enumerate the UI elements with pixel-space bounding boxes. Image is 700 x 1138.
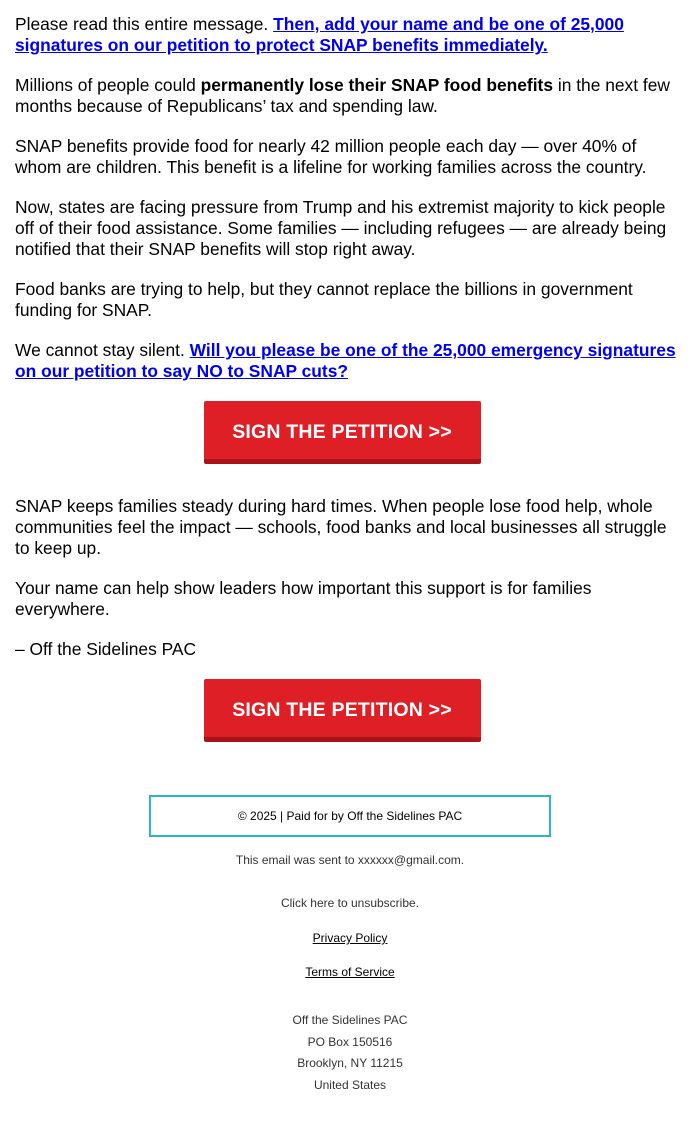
email-body xyxy=(15,14,683,774)
signoff: – Off the Sidelines PAC xyxy=(15,639,197,659)
sign-petition-button-1[interactable]: SIGN THE PETITION >> xyxy=(204,401,481,464)
p2-before: Millions of people could xyxy=(15,75,201,95)
terms-of-service-link[interactable]: Terms of Service xyxy=(305,965,395,979)
paragraph-cannot-stay-silent xyxy=(15,340,683,382)
address-line-1: Off the Sidelines PAC xyxy=(292,1013,408,1027)
terms-row xyxy=(0,965,700,979)
petition-button-wrap-2 xyxy=(15,679,683,742)
paragraph-snap-facts: SNAP benefits provide food for nearly 42 million people each day — over 40% of whom are children. This benefit is a lifeline for working families across the country. xyxy=(15,136,647,177)
mailing-address xyxy=(0,1010,700,1096)
p2-after: in the next few months because of Republicans’ tax and spending law. xyxy=(15,75,670,116)
paragraph-states-pressure: Now, states are facing pressure from Trump and his extremist majority to kick people off of their food assistance. Some families — including refugees — are already being notified that their SNAP benefits will stop right away. xyxy=(15,197,667,259)
address-line-3: Brooklyn, NY 11215 xyxy=(297,1056,403,1070)
privacy-policy-link[interactable]: Privacy Policy xyxy=(312,931,388,945)
sent-to-text: This email was sent to xxxxxx@gmail.com. xyxy=(235,853,465,867)
intro-text: Please read this entire message. xyxy=(15,14,274,34)
intro-paragraph xyxy=(15,14,683,56)
petition-button-wrap-1 xyxy=(15,401,683,464)
paragraph-lose-benefits xyxy=(15,75,683,117)
sign-petition-button-2[interactable]: SIGN THE PETITION >> xyxy=(204,679,481,742)
paragraph-food-banks: Food banks are trying to help, but they cannot replace the billions in government funding for SNAP. xyxy=(15,279,633,320)
email-footer xyxy=(0,795,700,1096)
address-line-4: United States xyxy=(313,1077,387,1092)
address-line-2: PO Box 150516 xyxy=(307,1034,393,1049)
paid-for-box: © 2025 | Paid for by Off the Sidelines PAC xyxy=(149,795,551,837)
unsubscribe-link[interactable]: Click here to unsubscribe. xyxy=(280,896,420,910)
intro-petition-link[interactable]: Then, add your name and be one of 25,000 signatures on our petition to protect SNAP benefits immediately. xyxy=(15,14,624,55)
p2-bold: permanently lose their SNAP food benefits xyxy=(200,75,553,95)
paragraph-your-name: Your name can help show leaders how important this support is for families everywhere. xyxy=(15,578,592,619)
paragraph-families-steady: SNAP keeps families steady during hard times. When people lose food help, whole communities feel the impact — schools, food banks and local businesses all struggle to keep up. xyxy=(15,496,667,558)
emergency-petition-link[interactable]: Will you please be one of the 25,000 emergency signatures on our petition to say NO to SNAP cuts? xyxy=(15,340,676,381)
p6-text: We cannot stay silent. xyxy=(15,340,190,360)
privacy-row xyxy=(0,931,700,945)
